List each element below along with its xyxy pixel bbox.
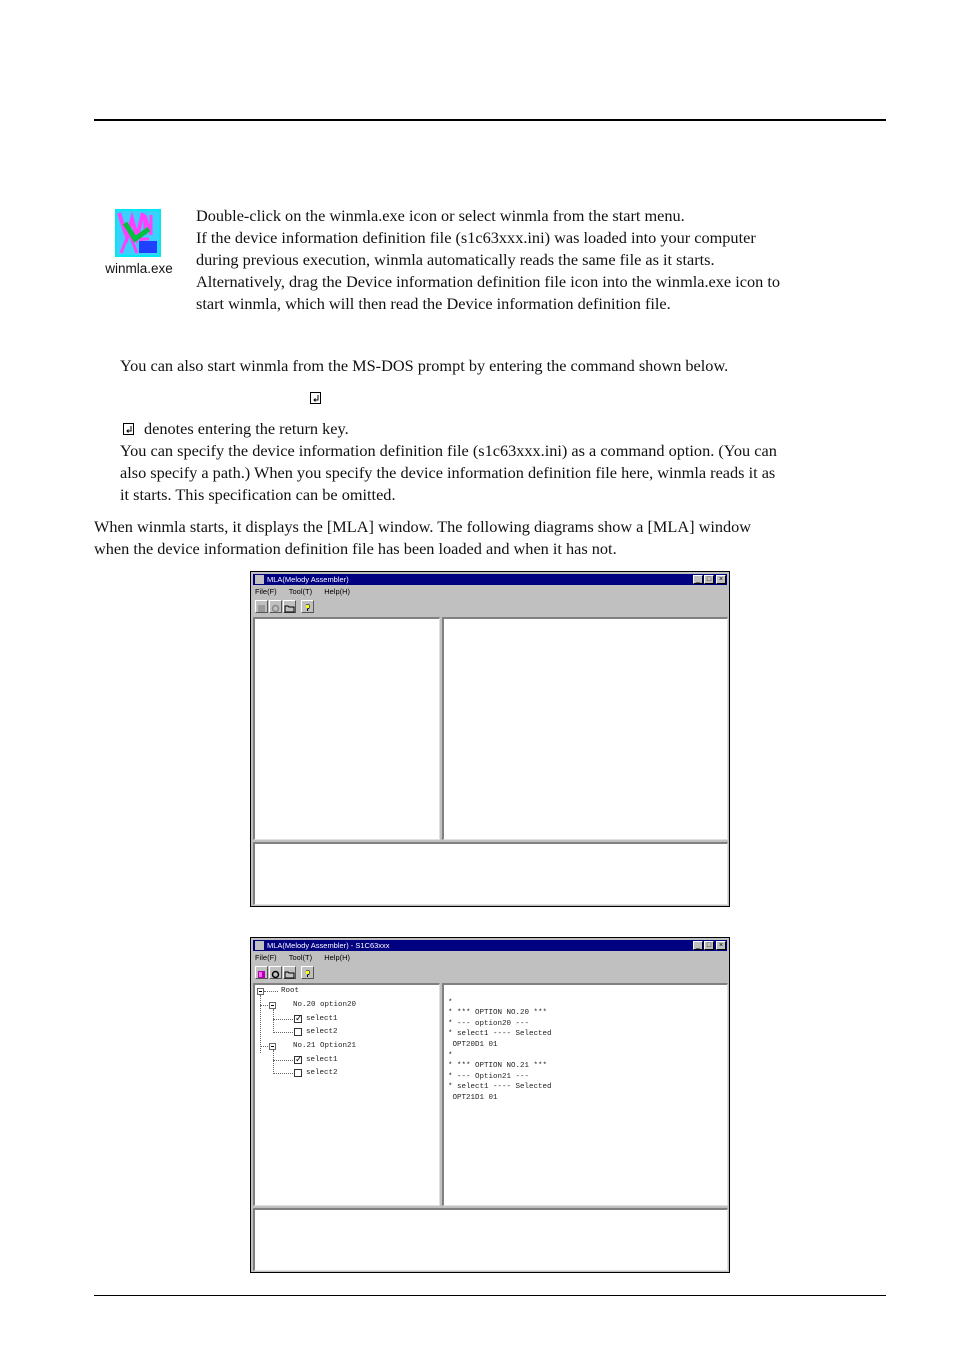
select1-checkbox[interactable]	[294, 1056, 302, 1064]
note-line-2: You can specify the device information definition file (s1c63xxx.ini) as a command option. (You can	[120, 441, 777, 460]
tree-connector	[260, 995, 261, 1053]
code-line: * *** OPTION NO.21 ***	[448, 1062, 548, 1071]
tree-pane[interactable]	[253, 617, 440, 840]
select1-checkbox[interactable]	[294, 1015, 302, 1023]
maximize-button[interactable]: □	[704, 941, 714, 950]
code-line: * --- option20 ---	[448, 1019, 530, 1028]
header-rule	[94, 119, 886, 121]
help-icon	[302, 969, 313, 980]
open-file-button[interactable]	[255, 600, 268, 613]
gear-icon	[270, 969, 281, 980]
minimize-button[interactable]: _	[693, 575, 703, 584]
menu-tool[interactable]: Tool(T)	[288, 953, 313, 962]
tree-node-select1[interactable]: select1	[306, 1056, 338, 1064]
return-key-legend-icon	[123, 423, 134, 435]
tree-connector	[264, 991, 278, 992]
book-icon	[256, 969, 267, 980]
code-line: *	[448, 998, 453, 1007]
mla-window-empty	[250, 571, 730, 907]
open-file-button[interactable]	[255, 966, 268, 979]
folder-button[interactable]	[283, 966, 296, 979]
window-title: MLA(Melody Assembler) - S1C63xxx	[267, 941, 390, 950]
note-line-1: denotes entering the return key.	[144, 419, 349, 438]
collapse-toggle[interactable]	[257, 988, 264, 995]
option-source-text	[448, 987, 552, 1104]
note-line-4: it starts. This specification can be omitted.	[120, 485, 396, 504]
folder-icon	[284, 603, 295, 614]
folder-icon	[284, 969, 295, 980]
winmla-icon-caption: winmla.exe	[105, 261, 173, 276]
tree-connector	[273, 1050, 274, 1074]
code-line: * select1 ---- Selected	[448, 1083, 552, 1092]
toolbar	[255, 600, 315, 616]
intro-line-5: start winmla, which will then read the Device information definition file.	[196, 294, 671, 313]
winmla-logo-icon	[115, 209, 161, 257]
assemble-button[interactable]	[269, 600, 282, 613]
intro-line-1: Double-click on the winmla.exe icon or select winmla from the start menu.	[196, 206, 685, 225]
app-small-icon	[255, 941, 264, 950]
tree-connector	[273, 1073, 295, 1074]
tree-node-option20[interactable]: No.20 option20	[293, 1001, 357, 1009]
note-line-3: also specify a path.) When you specify the device information definition file here, winmla reads it as	[120, 463, 776, 482]
tree-connector	[273, 1060, 295, 1061]
help-button[interactable]	[301, 600, 314, 613]
title-bar[interactable]	[253, 940, 727, 951]
tree-node-select2[interactable]: select2	[306, 1028, 338, 1036]
close-button[interactable]: ×	[716, 941, 726, 950]
source-pane[interactable]	[442, 617, 728, 840]
maximize-button[interactable]: □	[704, 575, 714, 584]
menu-help[interactable]: Help(H)	[324, 953, 351, 962]
assemble-button[interactable]	[269, 966, 282, 979]
close-button[interactable]: ×	[716, 575, 726, 584]
code-line: OPT21D1 01	[448, 1093, 498, 1102]
intro-line-4: Alternatively, drag the Device information definition file icon into the winmla.exe icon to	[196, 272, 780, 291]
tree-node-option21[interactable]: No.21 Option21	[293, 1042, 357, 1050]
help-button[interactable]	[301, 966, 314, 979]
menu-bar	[255, 952, 360, 963]
app-small-icon	[255, 575, 264, 584]
menu-file[interactable]: File(F)	[255, 587, 277, 596]
code-line: * --- Option21 ---	[448, 1072, 530, 1081]
winmla-icon[interactable]	[98, 209, 180, 281]
code-line: *	[448, 1051, 453, 1060]
code-line: OPT20D1 01	[448, 1040, 498, 1049]
select2-checkbox[interactable]	[294, 1028, 302, 1036]
tree-connector	[273, 1009, 274, 1033]
tree-connector	[273, 1019, 295, 1020]
select2-checkbox[interactable]	[294, 1069, 302, 1077]
body-line-2: when the device information definition file has been loaded and when it has not.	[94, 539, 617, 558]
collapse-toggle[interactable]	[269, 1043, 276, 1050]
collapse-toggle[interactable]	[269, 1002, 276, 1009]
source-pane[interactable]	[442, 983, 728, 1206]
intro-line-3: during previous execution, winmla automatically reads the same file as it starts.	[196, 250, 715, 269]
body-line-1: When winmla starts, it displays the [MLA] window. The following diagrams show a [MLA] window	[94, 517, 752, 536]
tree-connector	[273, 1032, 295, 1033]
menu-bar	[255, 586, 360, 597]
toolbar	[255, 966, 315, 982]
window-title: MLA(Melody Assembler)	[267, 575, 349, 584]
tree-node-select2[interactable]: select2	[306, 1069, 338, 1077]
minimize-button[interactable]: _	[693, 941, 703, 950]
tree-node-select1[interactable]: select1	[306, 1015, 338, 1023]
mla-window-loaded	[250, 937, 730, 1273]
gear-icon	[270, 603, 281, 614]
menu-file[interactable]: File(F)	[255, 953, 277, 962]
title-bar[interactable]	[253, 574, 727, 585]
book-icon	[256, 603, 267, 614]
message-pane[interactable]	[253, 842, 728, 905]
code-line: * select1 ---- Selected	[448, 1030, 552, 1039]
menu-tool[interactable]: Tool(T)	[288, 587, 313, 596]
dos-prompt-line: You can also start winmla from the MS-DOS prompt by entering the command shown below.	[120, 356, 729, 375]
folder-button[interactable]	[283, 600, 296, 613]
message-pane[interactable]	[253, 1208, 728, 1271]
return-key-icon	[310, 392, 321, 404]
menu-help[interactable]: Help(H)	[324, 587, 351, 596]
code-line: * *** OPTION NO.20 ***	[448, 1009, 548, 1018]
tree-pane[interactable]	[253, 983, 440, 1206]
footer-rule	[94, 1295, 886, 1296]
intro-line-2: If the device information definition file (s1c63xxx.ini) was loaded into your computer	[196, 228, 756, 247]
help-icon	[302, 603, 313, 614]
tree-node-root[interactable]: Root	[281, 987, 300, 995]
